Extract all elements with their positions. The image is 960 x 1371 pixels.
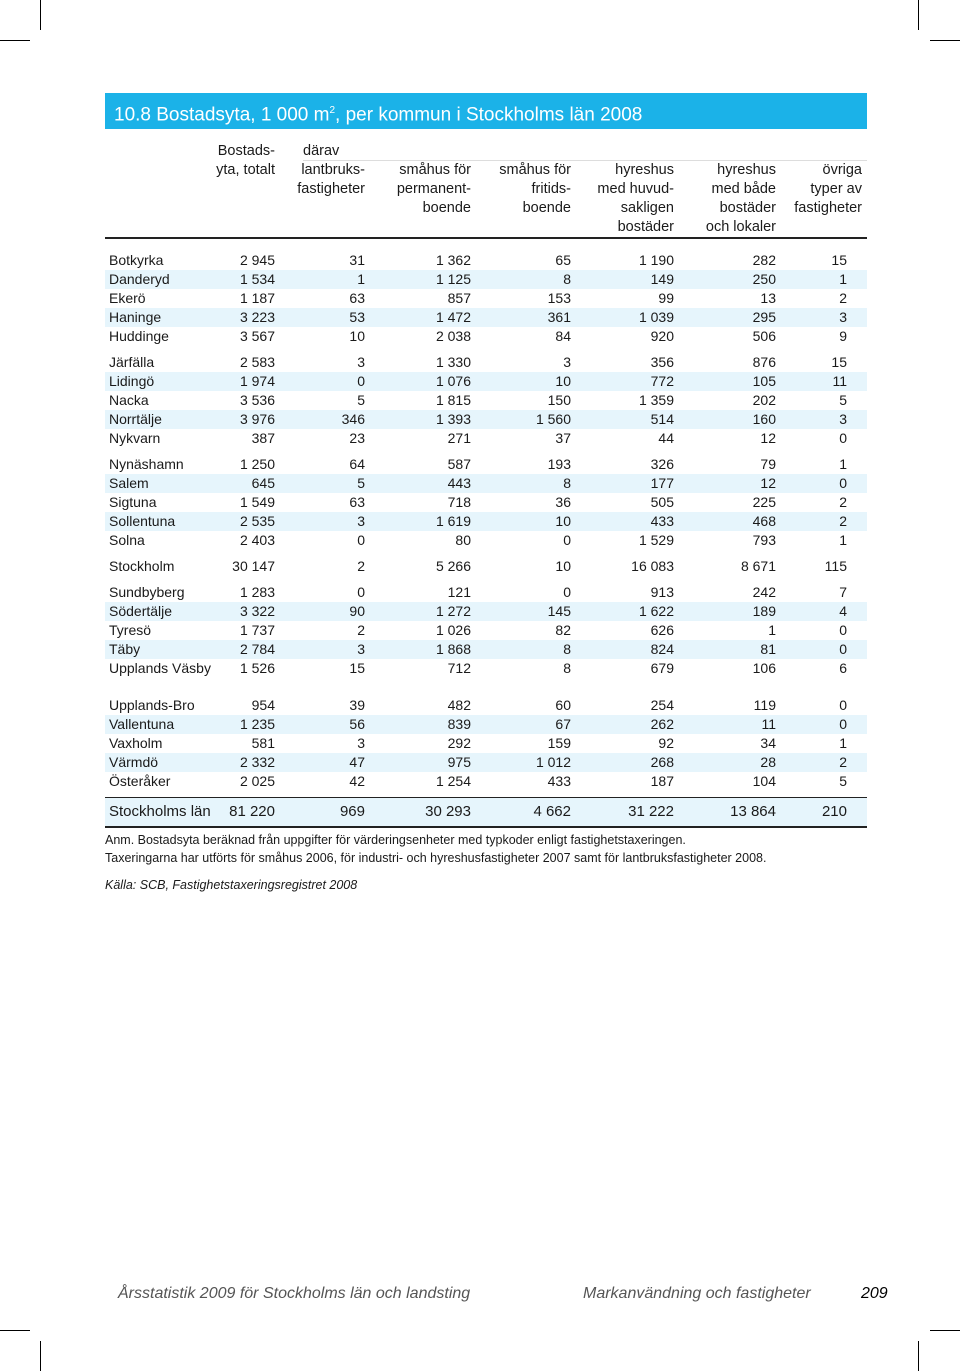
column-header-line: Bostads- (217, 143, 275, 159)
table-cell: 1 (768, 622, 776, 638)
table-cell: 2 332 (239, 754, 275, 770)
table-cell: 1 330 (435, 354, 471, 370)
municipality-name: Tyresö (109, 622, 152, 638)
municipality-name: Ekerö (109, 290, 146, 306)
table-cell: 37 (555, 430, 571, 446)
table-cell: 0 (357, 373, 365, 389)
table-cell: 514 (650, 411, 674, 427)
table-cell: 1 187 (239, 290, 275, 306)
table-cell: 1 (839, 532, 847, 548)
column-header-line: övriga (822, 162, 862, 178)
table-cell: 2 (839, 754, 847, 770)
table-cell: 115 (824, 558, 847, 574)
municipality-name: Nykvarn (109, 430, 161, 446)
table-row (105, 410, 867, 429)
table-cell: 1 868 (435, 641, 471, 657)
table-cell: 187 (650, 773, 674, 789)
municipality-name: Salem (109, 475, 149, 491)
table-cell: 9 (839, 328, 847, 344)
table-cell: 254 (650, 697, 674, 713)
table-cell: 2 945 (239, 252, 275, 268)
column-header (397, 161, 471, 218)
column-header-line: typer av (810, 181, 862, 197)
table-cell: 1 362 (435, 252, 471, 268)
table-cell: 1 076 (435, 373, 471, 389)
municipality-name: Södertälje (109, 603, 173, 619)
table-row (105, 353, 867, 372)
table-cell: 10 (555, 558, 571, 574)
table-cell: 67 (555, 716, 571, 732)
table-cell: 1 (357, 271, 365, 287)
table-cell: 56 (349, 716, 365, 732)
table-cell: 839 (447, 716, 471, 732)
table-cell: 193 (547, 456, 571, 472)
table-cell: 581 (251, 735, 275, 751)
table-cell: 2 535 (239, 513, 275, 529)
table-row (105, 531, 867, 550)
table-cell: 8 (563, 271, 571, 287)
table-cell: 90 (349, 603, 365, 619)
table-cell: 712 (447, 660, 471, 676)
column-header-line: småhus för (399, 162, 471, 178)
table-cell: 3 (357, 354, 365, 370)
table-cell: 282 (752, 252, 776, 268)
table-row (105, 455, 867, 474)
table-cell: 105 (752, 373, 776, 389)
table-cell: 8 671 (740, 558, 776, 574)
table-cell: 3 567 (239, 328, 275, 344)
table-cell: 268 (650, 754, 674, 770)
table-cell: 159 (547, 735, 571, 751)
column-header (499, 161, 571, 218)
table-cell: 5 266 (435, 558, 471, 574)
column-header-line: fritids- (531, 181, 571, 197)
table-cell: 1 (839, 735, 847, 751)
table-cell: 356 (650, 354, 674, 370)
column-header-line: yta, totalt (216, 162, 275, 178)
column-header-line: och lokaler (705, 219, 776, 235)
table-cell: 153 (547, 290, 571, 306)
municipality-name: Haninge (109, 309, 162, 325)
table-cell: 1 737 (239, 622, 275, 638)
table-row (105, 734, 867, 753)
total-cell: 969 (339, 803, 365, 820)
municipality-name: Österåker (109, 773, 171, 789)
municipality-name: Huddinge (109, 328, 169, 344)
table-cell: 0 (839, 641, 847, 657)
table-cell: 3 223 (239, 309, 275, 325)
table-cell: 1 235 (239, 716, 275, 732)
table-cell: 104 (752, 773, 776, 789)
table-cell: 0 (839, 475, 847, 491)
crop-mark (0, 1330, 30, 1331)
municipality-name: Vallentuna (109, 716, 175, 732)
crop-mark (40, 0, 41, 30)
table-cell: 39 (349, 697, 365, 713)
table-row (105, 772, 867, 791)
municipality-name: Nynäshamn (109, 456, 184, 472)
table-cell: 121 (447, 584, 471, 600)
municipality-name: Upplands Väsby (109, 660, 211, 676)
table-row (105, 753, 867, 772)
table-cell: 3 322 (239, 603, 275, 619)
table-cell: 7 (839, 584, 847, 600)
table-cell: 346 (341, 411, 365, 427)
table-cell: 1 (839, 456, 847, 472)
table-row (105, 583, 867, 602)
crop-mark (930, 1330, 960, 1331)
table-cell: 1 272 (435, 603, 471, 619)
crop-mark (918, 1341, 919, 1371)
table-cell: 92 (658, 735, 674, 751)
table-cell: 63 (349, 290, 365, 306)
table-cell: 1 560 (535, 411, 571, 427)
crop-mark (0, 40, 30, 41)
table-cell: 626 (650, 622, 674, 638)
municipality-name: Solna (109, 532, 145, 548)
table-cell: 160 (752, 411, 776, 427)
column-header-line: fastigheter (297, 181, 365, 197)
table-cell: 12 (760, 475, 776, 491)
table-cell: 2 (357, 558, 365, 574)
table-cell: 326 (650, 456, 674, 472)
header-divider (105, 237, 867, 239)
table-cell: 3 (357, 641, 365, 657)
footer-publication: Årsstatistik 2009 för Stockholms län och landsting (118, 1285, 471, 1302)
table-cell: 505 (650, 494, 674, 510)
table-cell: 1 815 (435, 392, 471, 408)
table-row (105, 640, 867, 659)
table-row (105, 557, 867, 576)
table-cell: 975 (447, 754, 471, 770)
table-cell: 295 (752, 309, 776, 325)
table-cell: 42 (349, 773, 365, 789)
table-cell: 10 (555, 373, 571, 389)
table-cell: 3 (357, 735, 365, 751)
table-cell: 177 (650, 475, 674, 491)
table-row (105, 270, 867, 289)
column-header-line: småhus för (499, 162, 571, 178)
table-cell: 44 (658, 430, 674, 446)
table-row (105, 372, 867, 391)
municipality-name: Upplands-Bro (109, 697, 195, 713)
municipality-name: Lidingö (109, 373, 155, 389)
table-cell: 1 190 (638, 252, 674, 268)
column-header (794, 161, 862, 218)
table-cell: 3 (357, 513, 365, 529)
table-cell: 920 (650, 328, 674, 344)
table-cell: 1 012 (535, 754, 571, 770)
municipality-name: Järfälla (109, 354, 155, 370)
crop-mark (918, 0, 919, 30)
table-cell: 0 (839, 697, 847, 713)
table-cell: 2 038 (435, 328, 471, 344)
column-header-line: med både (711, 181, 776, 197)
source-note: Källa: SCB, Fastighetstaxeringsregistret 2008 (105, 878, 358, 892)
table-cell: 79 (760, 456, 776, 472)
table-cell: 1 472 (435, 309, 471, 325)
table-cell: 11 (761, 716, 776, 732)
municipality-name: Täby (109, 641, 141, 657)
total-cell: 30 293 (425, 803, 471, 820)
municipality-name: Botkyrka (109, 252, 164, 268)
table-row (105, 621, 867, 640)
table-row (105, 602, 867, 621)
column-header (597, 161, 674, 237)
column-header-line: boende (522, 200, 571, 216)
table-cell: 772 (650, 373, 674, 389)
table-cell: 150 (547, 392, 571, 408)
table-cell: 8 (563, 660, 571, 676)
column-header-line: bostäder (617, 219, 674, 235)
table-cell: 5 (839, 392, 847, 408)
table-cell: 242 (752, 584, 776, 600)
table-cell: 913 (650, 584, 674, 600)
table-cell: 2 (839, 494, 847, 510)
table-cell: 11 (832, 373, 847, 389)
table-cell: 387 (251, 430, 275, 446)
table-cell: 47 (349, 754, 365, 770)
table-cell: 1 393 (435, 411, 471, 427)
footer-section: Markanvändning och fastigheter (583, 1285, 811, 1302)
table-cell: 1 125 (435, 271, 471, 287)
column-header-line: bostäder (719, 200, 776, 216)
table-cell: 8 (563, 641, 571, 657)
table-cell: 119 (753, 697, 776, 713)
table-cell: 679 (650, 660, 674, 676)
table-row (105, 493, 867, 512)
table-cell: 2 784 (239, 641, 275, 657)
municipality-name: Vaxholm (109, 735, 163, 751)
table-cell: 1 619 (435, 513, 471, 529)
total-cell: 81 220 (229, 803, 275, 820)
title-text: 10.8 Bostadsyta, 1 000 m (114, 104, 330, 126)
table-cell: 876 (752, 354, 776, 370)
table-cell: 10 (555, 513, 571, 529)
table-row (105, 659, 867, 678)
municipality-name: Sollentuna (109, 513, 176, 529)
total-cell: 31 222 (628, 803, 674, 820)
table-cell: 5 (357, 392, 365, 408)
table-cell: 8 (563, 475, 571, 491)
table-cell: 3 536 (239, 392, 275, 408)
column-header (297, 161, 365, 199)
crop-mark (930, 40, 960, 41)
table-cell: 2 (839, 290, 847, 306)
total-cell: 13 864 (730, 803, 776, 820)
table-cell: 1 283 (239, 584, 275, 600)
table-cell: 13 (760, 290, 776, 306)
table-row (105, 308, 867, 327)
table-cell: 250 (752, 271, 776, 287)
table-cell: 1 039 (638, 309, 674, 325)
total-divider-bottom (105, 826, 867, 828)
table-cell: 149 (650, 271, 674, 287)
darav-divider (303, 160, 867, 161)
table-cell: 1 254 (435, 773, 471, 789)
table-cell: 292 (447, 735, 471, 751)
table-cell: 202 (752, 392, 776, 408)
column-header-line: permanent- (396, 181, 471, 197)
table-cell: 0 (563, 584, 571, 600)
table-row (105, 429, 867, 448)
table-cell: 0 (839, 430, 847, 446)
table-cell: 106 (752, 660, 776, 676)
table-cell: 1 549 (239, 494, 275, 510)
table-cell: 3 (563, 354, 571, 370)
table-cell: 64 (349, 456, 365, 472)
table-cell: 262 (650, 716, 674, 732)
municipality-name: Sundbyberg (109, 584, 185, 600)
municipality-name: Nacka (109, 392, 149, 408)
total-row (105, 798, 867, 826)
table-cell: 12 (760, 430, 776, 446)
table-cell: 271 (447, 430, 471, 446)
table-cell: 0 (357, 584, 365, 600)
municipality-name: Danderyd (109, 271, 170, 287)
darav-label: därav (303, 143, 340, 159)
table-cell: 15 (831, 252, 847, 268)
table-cell: 857 (447, 290, 471, 306)
table-cell: 6 (839, 660, 847, 676)
table-cell: 468 (752, 513, 776, 529)
column-header-line: hyreshus (717, 162, 776, 178)
table-row (105, 327, 867, 346)
column-header-line: lantbruks- (301, 162, 365, 178)
table-cell: 82 (555, 622, 571, 638)
table-cell: 80 (455, 532, 471, 548)
table-row (105, 474, 867, 493)
municipality-name: Norrtälje (109, 411, 162, 427)
table-cell: 81 (760, 641, 776, 657)
table-cell: 15 (831, 354, 847, 370)
column-header-line: sakligen (620, 200, 674, 216)
table-row (105, 715, 867, 734)
table-row (105, 391, 867, 410)
table-cell: 1 974 (239, 373, 275, 389)
column-header-line: boende (422, 200, 471, 216)
table-cell: 145 (547, 603, 571, 619)
note-anm: Anm. Bostadsyta beräknad från uppgifter för värderingsenheter med typkoder enligt fastighetstaxeringen. (105, 833, 686, 847)
table-cell: 482 (447, 697, 471, 713)
title-sup: 2 (329, 105, 336, 116)
table-cell: 587 (447, 456, 471, 472)
table-cell: 30 147 (232, 558, 275, 574)
table-cell: 1 026 (435, 622, 471, 638)
table-cell: 5 (839, 773, 847, 789)
table-cell: 2 403 (239, 532, 275, 548)
table-cell: 36 (555, 494, 571, 510)
table-cell: 3 976 (239, 411, 275, 427)
table-cell: 34 (760, 735, 776, 751)
table-row (105, 512, 867, 531)
table-cell: 23 (349, 430, 365, 446)
table-cell: 31 (349, 252, 365, 268)
table-cell: 433 (547, 773, 571, 789)
table-cell: 189 (752, 603, 776, 619)
table-cell: 506 (752, 328, 776, 344)
note-taxering: Taxeringarna har utförts för småhus 2006, för industri- och hyreshusfastigheter 2007 samt för lantbruksfastigheter 2008. (105, 851, 767, 865)
column-header (706, 161, 776, 237)
table-cell: 5 (357, 475, 365, 491)
municipality-name: Värmdö (109, 754, 159, 770)
table-cell: 3 (839, 309, 847, 325)
table-cell: 53 (349, 309, 365, 325)
table-cell: 28 (760, 754, 776, 770)
table-cell: 793 (752, 532, 776, 548)
table-cell: 16 083 (631, 558, 674, 574)
column-header-line: fastigheter (794, 200, 862, 216)
table-cell: 1 534 (239, 271, 275, 287)
page-number: 209 (861, 1285, 888, 1302)
municipality-name: Stockholm (109, 558, 175, 574)
table-cell: 0 (839, 716, 847, 732)
table-row (105, 289, 867, 308)
table-cell: 954 (251, 697, 275, 713)
table-cell: 1 359 (638, 392, 674, 408)
table-cell: 1 526 (239, 660, 275, 676)
table-cell: 15 (349, 660, 365, 676)
table-cell: 2 583 (239, 354, 275, 370)
table-row (105, 251, 867, 270)
table-cell: 10 (349, 328, 365, 344)
table-cell: 63 (349, 494, 365, 510)
total-cell: 4 662 (533, 803, 571, 820)
table-cell: 0 (563, 532, 571, 548)
table-cell: 2 025 (239, 773, 275, 789)
table-cell: 645 (251, 475, 275, 491)
table-cell: 2 (357, 622, 365, 638)
table-cell: 361 (547, 309, 571, 325)
table-cell: 4 (839, 603, 847, 619)
total-label: Stockholms län (109, 803, 211, 820)
municipality-name: Sigtuna (109, 494, 157, 510)
table-cell: 718 (447, 494, 471, 510)
table-cell: 60 (555, 697, 571, 713)
table-cell: 433 (650, 513, 674, 529)
table-cell: 1 250 (239, 456, 275, 472)
table-cell: 0 (357, 532, 365, 548)
table-cell: 824 (650, 641, 674, 657)
table-row (105, 696, 867, 715)
crop-mark (40, 1341, 41, 1371)
table-cell: 0 (839, 622, 847, 638)
column-header-line: hyreshus (615, 162, 674, 178)
table-cell: 84 (555, 328, 571, 344)
table-title (105, 93, 867, 129)
table-cell: 3 (839, 411, 847, 427)
total-cell: 210 (821, 803, 847, 820)
column-header (216, 142, 275, 180)
column-header-line: med huvud- (597, 181, 674, 197)
table-cell: 1 622 (638, 603, 674, 619)
table-cell: 225 (752, 494, 776, 510)
title-suffix: , per kommun i Stockholms län 2008 (335, 104, 643, 126)
table-cell: 1 (839, 271, 847, 287)
table-cell: 1 529 (638, 532, 674, 548)
table-cell: 2 (839, 513, 847, 529)
table-cell: 65 (555, 252, 571, 268)
table-cell: 99 (658, 290, 674, 306)
table-cell: 443 (447, 475, 471, 491)
